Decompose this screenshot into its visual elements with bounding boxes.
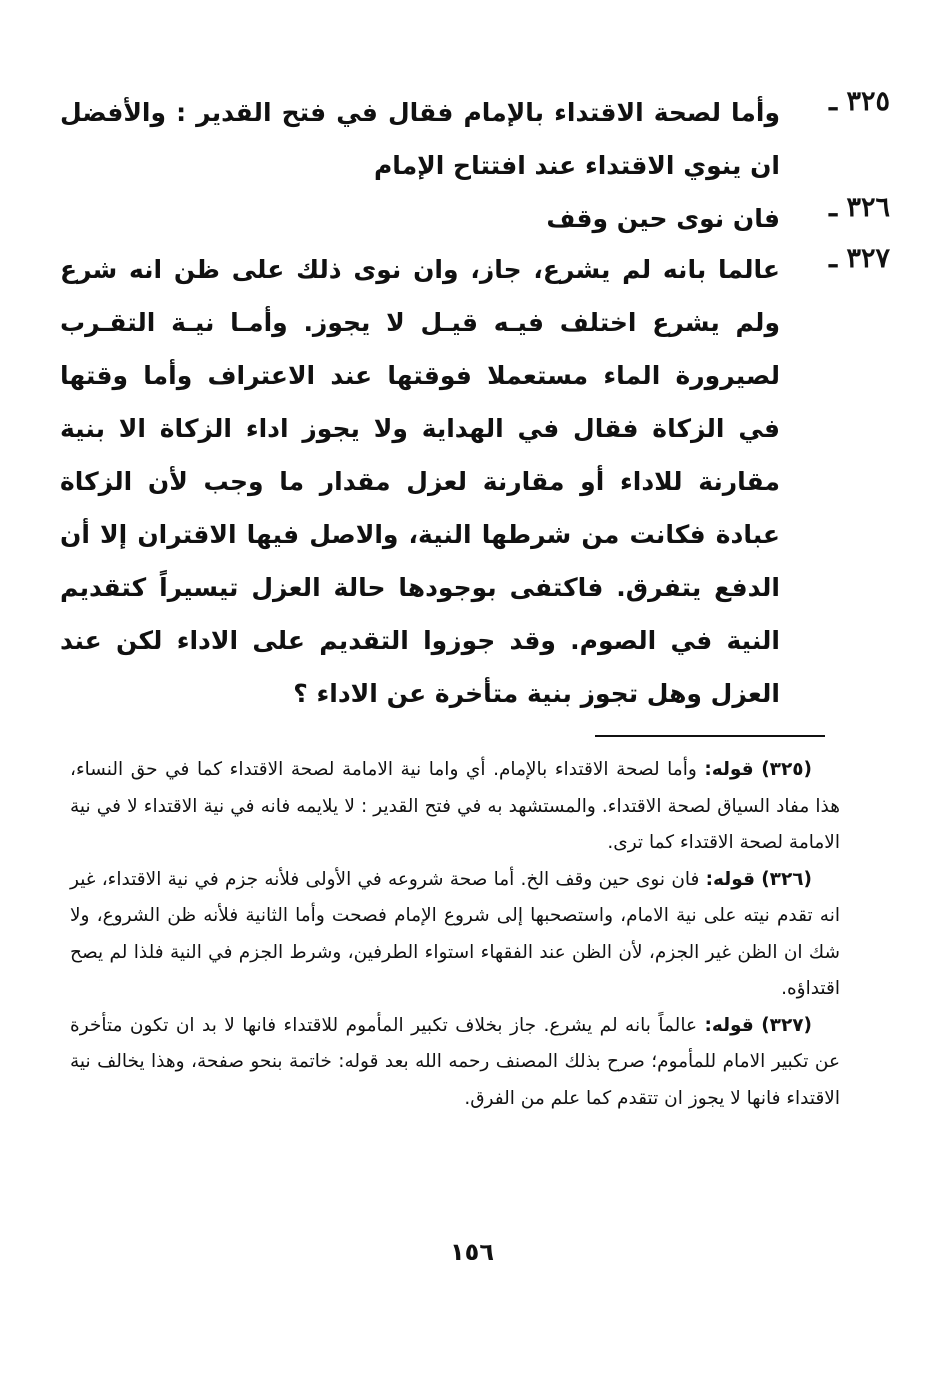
page-number: ١٥٦ [450, 1238, 494, 1266]
footnote-divider [595, 735, 825, 737]
footnote-number: (٣٢٥) [761, 759, 813, 780]
entry-number: ٣٢٥ ـ [829, 86, 890, 117]
footnote-327 [70, 1008, 840, 1118]
entry-text: وأما لصحة الاقتداء بالإمام فقال في فتح القدير : والأفضل ان ينوي الاقتداء عند افتتاح الإمام [60, 98, 780, 180]
entry-326 [60, 192, 890, 245]
entry-text: عالما بانه لم يشرع، جاز، وان نوى ذلك على ظن انه شرع ولم يشرع اختلف فيـه قيـل لا يجوز. وأمـا نيـة التقـرب لصيرورة الماء مستعملا فوقتها عند الاعتراف وأما وقتها في الزكاة فقال في الهداية ولا يجوز اداء الزكاة الا بنية مقارنة للاداء أو مقارنة لعزل مقدار ما وجب لأن الزكاة عبادة فكانت من شرطها النية، والاصل فيها الاقتران إلا أن الدفع يتفرق. فاكتفى بوجودها حالة العزل تيسيراً كتقديم النية في الصوم. وقد جوزوا التقديم على الاداء لكن عند العزل وهل تجوز بنية متأخرة عن الاداء ؟ [60, 255, 780, 708]
entry-text: فان نوى حين وقف [546, 204, 780, 233]
entry-number: ٣٢٧ ـ [829, 243, 890, 274]
footnote-325 [70, 752, 840, 862]
footnote-lead: قوله: [704, 1014, 754, 1036]
entry-325 [60, 86, 890, 192]
footnote-number: (٣٢٧) [761, 1014, 812, 1036]
footnote-text: وأما لصحة الاقتداء بالإمام. أي واما نية الامامة لصحة الاقتداء كما في حق النساء، هذا مفاد السياق لصحة الاقتداء. والمستشهد به في فتح القدير : لا يلايمه فانه في نية الاقتداء لا في نية الامامة لصحة الاقتداء كما ترى. [70, 759, 840, 853]
entry-number: ٣٢٦ ـ [829, 192, 890, 223]
footnote-text: عالماً بانه لم يشرع. جاز بخلاف تكبير المأموم للاقتداء فانها لا بد ان تكون متأخرة عن تكبير الامام للمأموم؛ صرح بذلك المصنف رحمه الله بعد قوله: خاتمة بنحو صفحة، وهذا يخالف نية الاقتداء فانها لا يجوز ان تتقدم كما علم من الفرق. [70, 1014, 840, 1109]
entry-327 [60, 243, 890, 720]
footnote-lead: قوله: [704, 759, 754, 780]
footnote-326 [70, 862, 840, 1008]
footnote-text: فان نوى حين وقف الخ. أما صحة شروعه في الأولى فلأنه جزم في نية الاقتداء، غير انه تقدم نيته على نية الامام، واستصحبها إلى شروع الإمام فصحت وأما الثانية فلأنه ظن الشروع، ولا شك ان الظن غير الجزم، لأن الظن عند الفقهاء استواء الطرفين، وشرط الجزم في النية فلذا لم يصح اقتداؤه. [70, 868, 840, 999]
footnotes [70, 752, 840, 1117]
footnote-lead: قوله: [705, 868, 755, 890]
footnote-number: (٣٢٦) [761, 868, 812, 890]
